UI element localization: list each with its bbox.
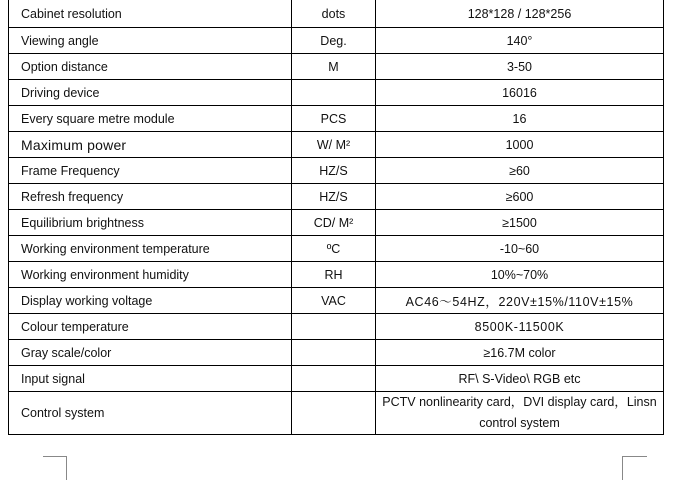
- table-row: [9, 288, 664, 314]
- table-row: [9, 262, 664, 288]
- unit-cell: [292, 340, 376, 366]
- crop-mark-right: [622, 456, 623, 480]
- param-cell: Colour temperature: [9, 314, 292, 340]
- param-cell: Display working voltage: [9, 288, 292, 314]
- unit-cell: M: [292, 54, 376, 80]
- value-cell: 1000: [376, 132, 664, 158]
- param-cell: Equilibrium brightness: [9, 210, 292, 236]
- value-cell: 140°: [376, 28, 664, 54]
- unit-cell: RH: [292, 262, 376, 288]
- table-row: [9, 314, 664, 340]
- unit-cell: [292, 80, 376, 106]
- table-row: [9, 54, 664, 80]
- value-cell: ≥600: [376, 184, 664, 210]
- value-cell: ≥16.7M color: [376, 340, 664, 366]
- unit-cell: dots: [292, 0, 376, 28]
- table-row: [9, 132, 664, 158]
- unit-cell: ºC: [292, 236, 376, 262]
- param-cell: Viewing angle: [9, 28, 292, 54]
- unit-cell: HZ/S: [292, 158, 376, 184]
- param-cell: Cabinet resolution: [9, 0, 292, 28]
- value-cell: 128*128 / 128*256: [376, 0, 664, 28]
- unit-cell: PCS: [292, 106, 376, 132]
- table-row: [9, 28, 664, 54]
- value-cell: -10~60: [376, 236, 664, 262]
- value-cell: 8500K-11500K: [376, 314, 664, 340]
- table-row: [9, 236, 664, 262]
- table-row: [9, 340, 664, 366]
- value-cell: 10%~70%: [376, 262, 664, 288]
- table-row: [9, 0, 664, 28]
- unit-cell: [292, 366, 376, 392]
- param-cell: Working environment humidity: [9, 262, 292, 288]
- table-row: [9, 392, 664, 435]
- table-row: [9, 106, 664, 132]
- param-cell: Refresh frequency: [9, 184, 292, 210]
- table-row: [9, 366, 664, 392]
- unit-cell: VAC: [292, 288, 376, 314]
- param-cell: Working environment temperature: [9, 236, 292, 262]
- value-cell: 16: [376, 106, 664, 132]
- param-cell: Option distance: [9, 54, 292, 80]
- value-cell: ≥60: [376, 158, 664, 184]
- value-cell: PCTV nonlinearity card，DVI display card，Linsn control system: [376, 392, 664, 435]
- spec-table: [8, 0, 664, 435]
- unit-cell: CD/ M²: [292, 210, 376, 236]
- unit-cell: [292, 392, 376, 435]
- table-row: [9, 158, 664, 184]
- param-cell: Gray scale/color: [9, 340, 292, 366]
- value-cell: 16016: [376, 80, 664, 106]
- param-cell: Input signal: [9, 366, 292, 392]
- value-cell: AC46～54HZ，220V±15%/110V±15%: [376, 288, 664, 314]
- param-cell: Driving device: [9, 80, 292, 106]
- table-row: [9, 184, 664, 210]
- value-cell: RF\ S-Video\ RGB etc: [376, 366, 664, 392]
- param-cell: Every square metre module: [9, 106, 292, 132]
- unit-cell: HZ/S: [292, 184, 376, 210]
- param-cell: Frame Frequency: [9, 158, 292, 184]
- unit-cell: Deg.: [292, 28, 376, 54]
- unit-cell: W/ M²: [292, 132, 376, 158]
- value-cell: ≥1500: [376, 210, 664, 236]
- param-cell: Control system: [9, 392, 292, 435]
- table-row: [9, 80, 664, 106]
- table-row: [9, 210, 664, 236]
- value-cell: 3-50: [376, 54, 664, 80]
- crop-mark-left: [66, 456, 67, 480]
- param-cell: Maximum power: [9, 132, 292, 158]
- unit-cell: [292, 314, 376, 340]
